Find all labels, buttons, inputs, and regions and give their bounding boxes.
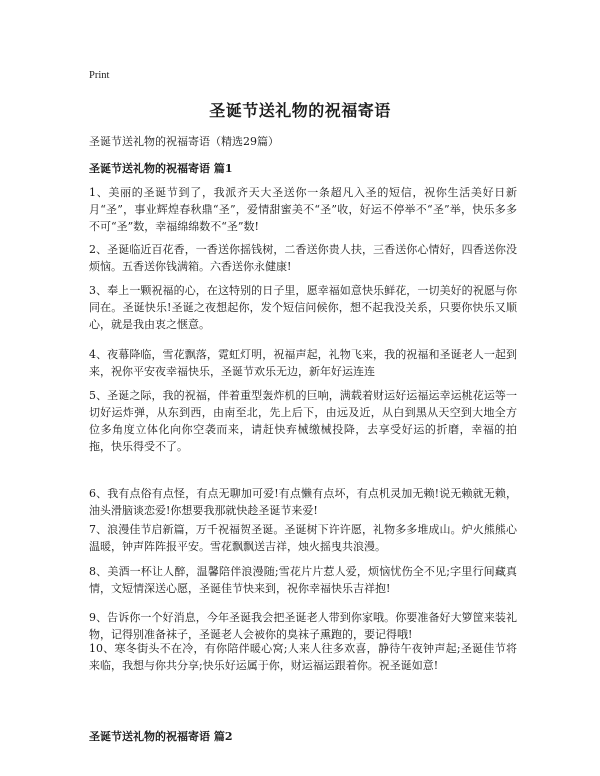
paragraph-8: 8、美酒一杯让人醉，温馨陪伴浪漫随;雪花片片惹人爱，烦恼忧伤全不见;字里行间藏真情，文短情深送心愿，圣诞佳节快来到，祝你幸福快乐吉祥抱! bbox=[89, 565, 517, 595]
paragraph-7: 7、浪漫佳节启新篇，万千祝福贺圣诞。圣诞树下许许愿，礼物多多堆成山。炉火熊熊心温暖，钟声阵阵报平安。雪花飘飘送吉祥，烛火摇曳共浪漫。 bbox=[89, 523, 517, 553]
paragraph-2: 2、圣诞临近百花香，一香送你摇钱树，二香送你贵人扶，三香送你心情好，四香送你没烦恼。五香送你钱满箱。六香送你永健康! bbox=[89, 243, 517, 273]
paragraph-6: 6、我有点俗有点怪，有点无聊加可爱!有点懒有点坏，有点机灵加无赖!说无赖就无赖，油头滑脑谈恋爱!你想要我那就快趁圣诞节来爱! bbox=[89, 487, 517, 517]
paragraph-1: 1、美丽的圣诞节到了，我派齐天大圣送你一条超凡入圣的短信，祝你生活美好日新月“圣”，事业辉煌春秋鼎“圣”，爱情甜蜜美不“圣”收，好运不停举不“圣”举，快乐多多不可“圣”数，幸福绵绵数不“圣”数! bbox=[89, 186, 517, 233]
section-heading-1: 圣诞节送礼物的祝福寄语 篇1 bbox=[89, 162, 233, 175]
paragraph-10: 10、寒冬街头不在冷，有你陪伴暖心窝;人来人往多欢喜，静待午夜钟声起;圣诞佳节将来临，我想与你共分享;快乐好运属于你，财运福运跟着你。祝圣诞如意! bbox=[89, 642, 517, 672]
paragraph-9: 9、告诉你一个好消息，今年圣诞我会把圣诞老人带到你家哦。你要准备好大箩筐来装礼物，记得别准备袜子，圣诞老人会被你的臭袜子熏跑的，要记得哦! bbox=[89, 611, 517, 641]
paragraph-5: 5、圣诞之际，我的祝福，伴着重型轰炸机的巨响，满载着财运好运福运幸运桃花运等一切好运炸弹，从东到西，由南至北，先上后下，由远及近，从白到黑从天空到大地全方位多角度立体化向你空袭而来，请赶快弃械缴械投降，去享受好运的折磨，幸福的拍拖，快乐得受不了。 bbox=[89, 389, 517, 453]
section-heading-2: 圣诞节送礼物的祝福寄语 篇2 bbox=[89, 730, 233, 743]
document-subtitle: 圣诞节送礼物的祝福寄语（精选29篇） bbox=[89, 135, 279, 148]
page-title: 圣诞节送礼物的祝福寄语 bbox=[209, 101, 391, 120]
paragraph-4: 4、夜幕降临，雪花飘落，霓虹灯明，祝福声起，礼物飞来，我的祝福和圣诞老人一起到来，祝你平安夜幸福快乐，圣诞节欢乐无边，新年好运连连 bbox=[89, 348, 517, 378]
paragraph-3: 3、奉上一颗祝福的心，在这特别的日子里，愿幸福如意快乐鲜花，一切美好的祝愿与你同在。圣诞快乐!圣诞之夜想起你，发个短信问候你，想不起我没关系，只要你快乐又顺心，就是我由衷之惬意。 bbox=[89, 284, 517, 331]
print-link[interactable]: Print bbox=[89, 70, 110, 81]
